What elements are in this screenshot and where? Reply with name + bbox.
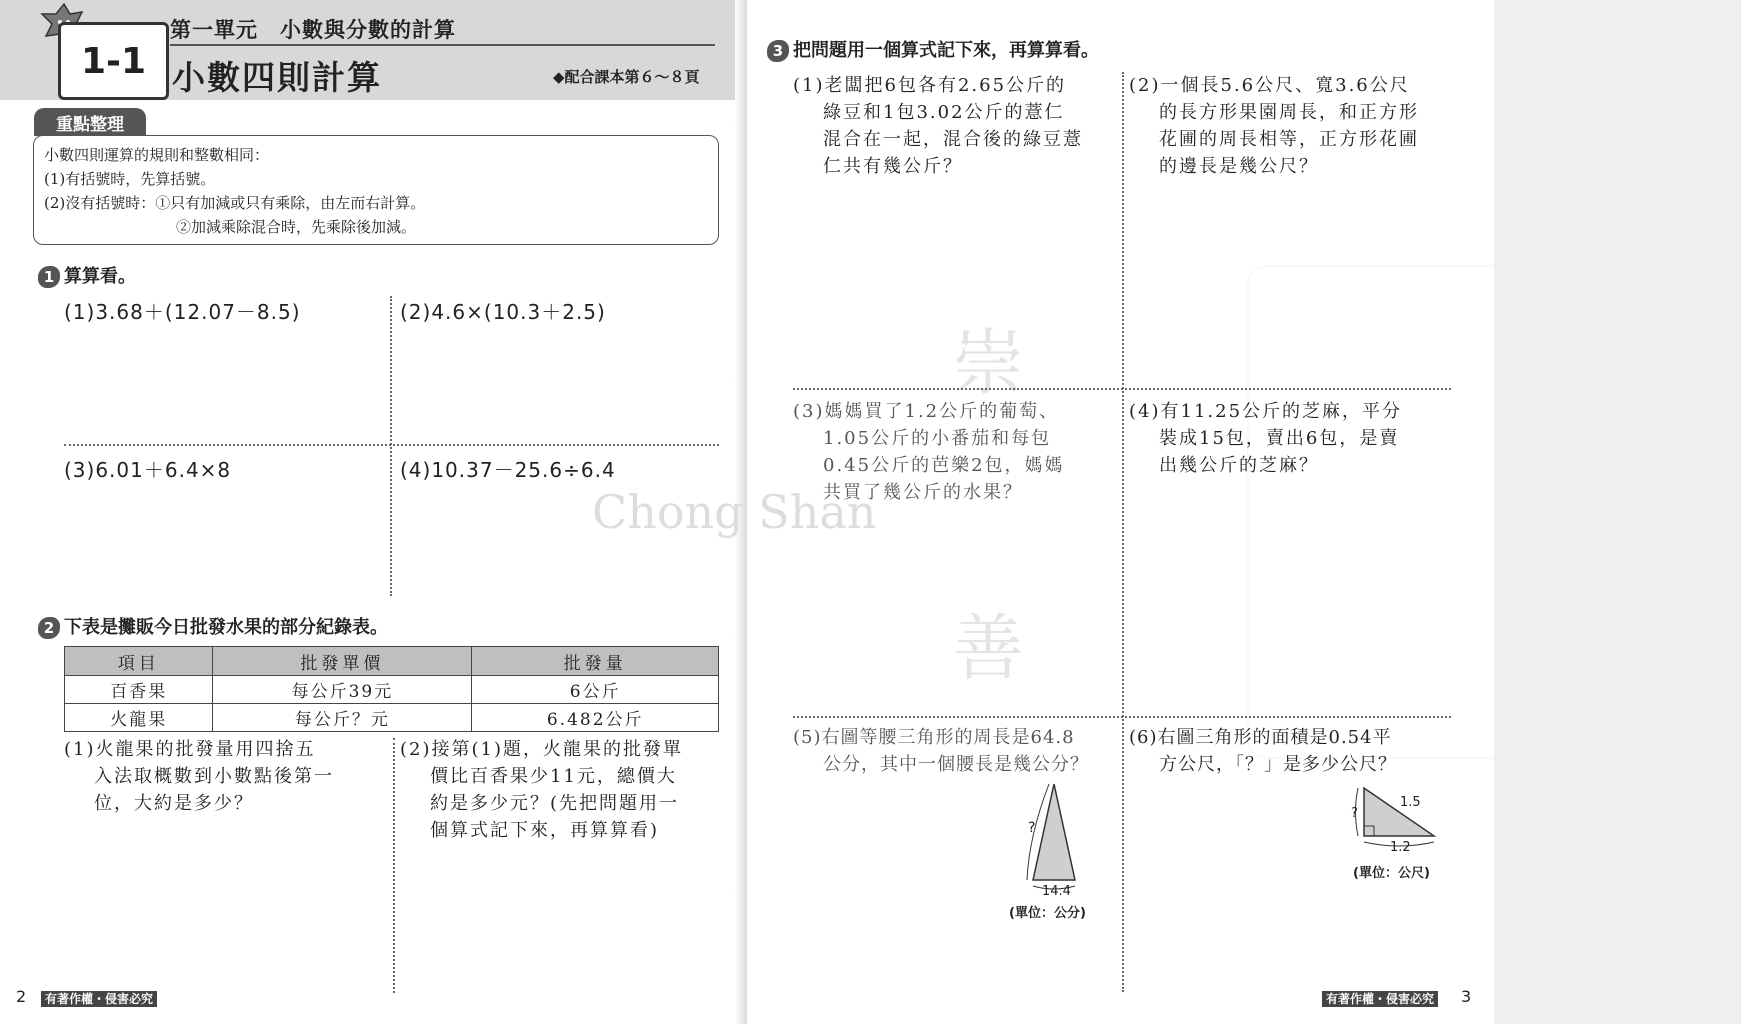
question-2-heading xyxy=(38,613,388,639)
question-number-icon: 3 xyxy=(767,40,789,62)
table-row xyxy=(65,704,719,732)
problem-line: 綠豆和1包3.02公斤的薏仁 xyxy=(823,102,1065,123)
problem-line: 1.05公斤的小番茄和每包 xyxy=(823,428,1052,449)
key-point-line: 小數四則運算的規則和整數相同： xyxy=(44,146,270,164)
triangle-side-label: ? xyxy=(1028,820,1036,836)
problem-line: 的長方形果園周長，和正方形 xyxy=(1159,102,1419,123)
problem-line: (5)右圖等腰三角形的周長是64.8 xyxy=(793,727,1075,748)
title-divider xyxy=(170,44,715,46)
problem-line: (2)一個長5.6公尺、寬3.6公尺 xyxy=(1129,75,1410,96)
page-number: 2 xyxy=(16,987,27,1006)
problem-line: 約是多少元？(先把問題用一 xyxy=(430,793,680,814)
triangle-base-label: 1.2 xyxy=(1390,840,1411,855)
lesson-title: 小數四則計算 xyxy=(172,58,382,97)
key-point-line: (2)沒有括號時：①只有加減或只有乘除，由左而右計算。 xyxy=(44,194,426,212)
table-header: 批發單價 xyxy=(213,647,472,676)
question-3-title: 把問題用一個算式記下來，再算算看。 xyxy=(793,40,1099,61)
problem-line: (2)接第(1)題，火龍果的批發單 xyxy=(400,739,683,760)
problem-line: 0.45公斤的芭樂2包，媽媽 xyxy=(823,455,1065,476)
q2-problem-2 xyxy=(400,736,730,844)
q3-problem-2 xyxy=(1129,72,1459,180)
watermark-text: 善 xyxy=(952,606,1025,690)
copyright-badge: 有著作權・侵害必究 xyxy=(41,988,157,1007)
q1-item-3: (3)6.01＋6.4×8 xyxy=(64,458,232,482)
problem-line: 出幾公斤的芝麻？ xyxy=(1159,455,1319,476)
problem-line: 混合在一起，混合後的綠豆薏 xyxy=(823,129,1083,150)
problem-line: 公分，其中一個腰長是幾公分？ xyxy=(823,754,1089,775)
table-cell: 6.482公斤 xyxy=(472,704,719,732)
answer-divider-horizontal xyxy=(64,444,719,446)
answer-divider-vertical xyxy=(1122,72,1124,992)
problem-line: 位，大約是多少？ xyxy=(94,793,254,814)
problem-line: 共買了幾公斤的水果？ xyxy=(823,482,1023,503)
triangle-base-label: 14.4 xyxy=(1042,884,1071,899)
q3-problem-4 xyxy=(1129,398,1459,479)
q1-item-2: (2)4.6×(10.3＋2.5) xyxy=(400,300,606,324)
problem-line: (1)火龍果的批發量用四捨五 xyxy=(64,739,316,760)
table-row xyxy=(65,676,719,704)
table-cell: 百香果 xyxy=(65,676,213,704)
problem-line: 個算式記下來，再算算看) xyxy=(430,820,660,841)
q3-problem-1 xyxy=(793,72,1123,180)
problem-line: 花圃的周長相等，正方形花圃 xyxy=(1159,129,1419,150)
question-number-icon: 2 xyxy=(38,617,60,639)
lesson-badge: 1-1 xyxy=(58,22,169,100)
question-1-title: 算算看。 xyxy=(64,266,136,287)
problem-line: 價比百香果少11元，總價大 xyxy=(430,766,677,787)
fruit-table xyxy=(64,646,719,732)
table-header: 項目 xyxy=(65,647,213,676)
problem-line: 仁共有幾公斤？ xyxy=(823,156,963,177)
unit-title: 第一單元 小數與分數的計算 xyxy=(170,18,456,42)
problem-line: (4)有11.25公斤的芝麻，平分 xyxy=(1129,401,1403,422)
q2-problem-1 xyxy=(64,736,394,817)
question-2-title: 下表是攤販今日批發水果的部分紀錄表。 xyxy=(64,617,388,638)
triangle-hypotenuse-label: 1.5 xyxy=(1400,795,1421,810)
table-header: 批發量 xyxy=(472,647,719,676)
copyright-badge: 有著作權・侵害必究 xyxy=(1322,988,1438,1007)
textbook-reference: ◆配合課本第６～８頁 xyxy=(553,68,700,86)
watermark-text: Chong Shan xyxy=(592,485,877,539)
table-cell: 每公斤39元 xyxy=(213,676,472,704)
q3-problem-5 xyxy=(793,724,1133,778)
key-points-tab: 重點整理 xyxy=(34,108,146,136)
problem-line: 方公尺，「？」是多少公尺？ xyxy=(1159,754,1397,775)
problem-line: (1)老闆把6包各有2.65公斤的 xyxy=(793,75,1067,96)
key-point-line: (1)有括號時，先算括號。 xyxy=(44,170,216,188)
table-cell: 每公斤？元 xyxy=(213,704,472,732)
watermark-text: 崇 xyxy=(952,321,1025,405)
problem-line: (3)媽媽買了1.2公斤的葡萄、 xyxy=(793,401,1060,422)
table-cell: 6公斤 xyxy=(472,676,719,704)
page-number: 3 xyxy=(1461,987,1472,1006)
problem-line: 的邊長是幾公尺？ xyxy=(1159,156,1319,177)
key-point-line: ②加減乘除混合時，先乘除後加減。 xyxy=(176,218,417,236)
watermark-frame xyxy=(1247,265,1741,759)
triangle-side-label: ? xyxy=(1351,806,1358,821)
problem-line: 裝成15包，賣出6包，是賣 xyxy=(1159,428,1400,449)
problem-line: 入法取概數到小數點後第一 xyxy=(94,766,334,787)
q3-problem-6 xyxy=(1129,724,1459,778)
answer-divider-vertical xyxy=(390,296,392,596)
figure-unit-label: (單位：公分) xyxy=(1009,906,1086,921)
table-header-row xyxy=(65,647,719,676)
question-1-heading xyxy=(38,262,136,288)
problem-line: (6)右圖三角形的面積是0.54平 xyxy=(1129,727,1392,748)
q1-item-4: (4)10.37－25.6÷6.4 xyxy=(400,458,616,482)
figure-unit-label: (單位：公尺) xyxy=(1353,866,1430,881)
question-number-icon: 1 xyxy=(38,266,60,288)
q1-item-1: (1)3.68＋(12.07－8.5) xyxy=(64,300,301,324)
table-cell: 火龍果 xyxy=(65,704,213,732)
question-3-heading xyxy=(767,36,1099,62)
answer-divider-vertical xyxy=(393,738,395,993)
q3-problem-3 xyxy=(793,398,1123,506)
